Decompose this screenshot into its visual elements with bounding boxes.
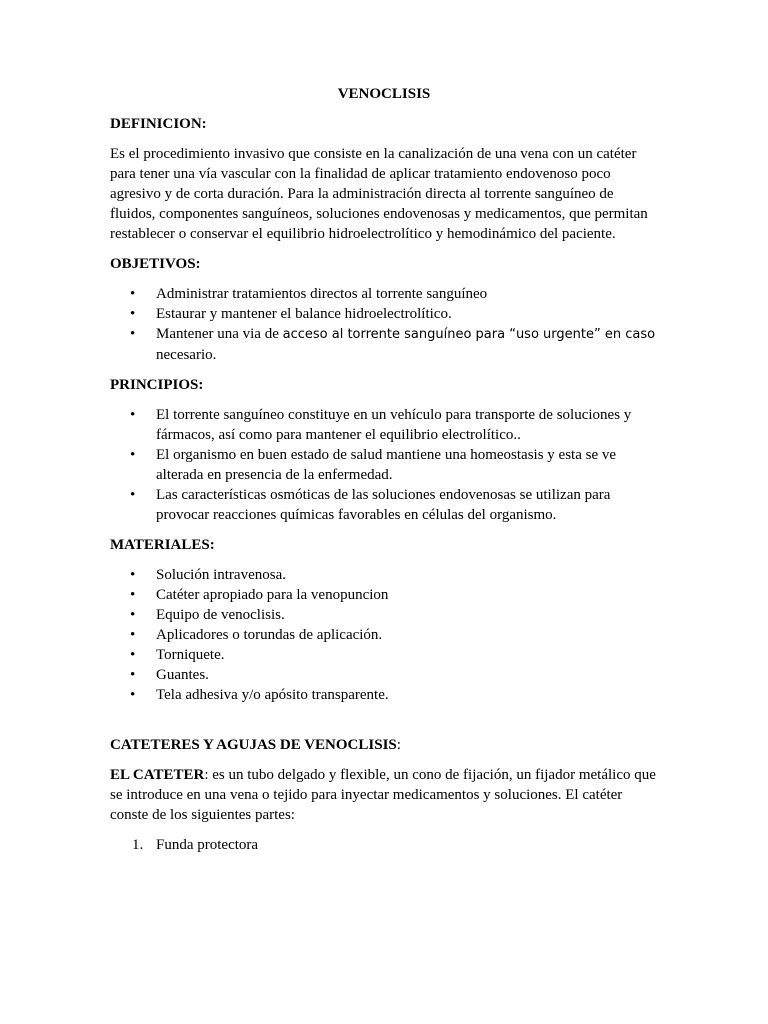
list-item: [110, 324, 658, 365]
document-title: VENOCLISIS: [337, 86, 431, 102]
cateteres-heading: CATETERES Y AGUJAS DE VENOCLISIS: [110, 737, 397, 753]
objetivo-3-part-a: Mantener una via de: [156, 326, 283, 342]
list-item: • Tela adhesiva y/o apósito transparente.: [110, 685, 658, 705]
materiales-heading: MATERIALES:: [110, 537, 215, 553]
list-item: • Guantes.: [110, 665, 658, 685]
list-item: [110, 835, 658, 855]
cateteres-heading-line: [110, 735, 658, 755]
materiales-list: [110, 565, 658, 705]
objetivo-3-part-c: necesario.: [156, 347, 217, 363]
partes-list: [110, 835, 658, 855]
list-item: • Estaurar y mantener el balance hidroelectrolítico.: [110, 304, 658, 324]
cateteres-colon: :: [396, 737, 401, 753]
objetivos-list: [110, 284, 658, 365]
list-item: • El torrente sanguíneo constituye en un vehículo para transporte de soluciones y fármacos, así como para mantener el equilibrio electrolítico..: [110, 405, 658, 445]
list-item: • Equipo de venoclisis.: [110, 605, 658, 625]
definicion-heading: DEFINICION:: [110, 116, 207, 132]
principios-list: [110, 405, 658, 525]
list-item-text: Funda protectora: [156, 837, 259, 853]
list-item: • Torniquete.: [110, 645, 658, 665]
list-item: • Aplicadores o torundas de aplicación.: [110, 625, 658, 645]
list-item: • Catéter apropiado para la venopuncion: [110, 585, 658, 605]
principios-heading: PRINCIPIOS:: [110, 377, 204, 393]
document-body: [110, 84, 658, 855]
el-cateter-paragraph: [110, 765, 658, 825]
list-number: 1.: [132, 837, 144, 853]
list-item: • El organismo en buen estado de salud mantiene una homeostasis y esta se ve alterada en presencia de la enfermedad.: [110, 445, 658, 485]
list-item: • Administrar tratamientos directos al torrente sanguíneo: [110, 284, 658, 304]
objetivo-3-part-b: acceso al torrente sanguíneo para “uso urgente” en caso: [282, 327, 656, 342]
el-cateter-text: : es un tubo delgado y flexible, un cono de fijación, un fijador metálico que se introduce en una vena o tejido para inyectar medicamentos y soluciones. El catéter conste de los siguientes partes:: [110, 767, 656, 823]
list-item: • Solución intravenosa.: [110, 565, 658, 585]
list-item: • Las características osmóticas de las soluciones endovenosas se utilizan para provocar reacciones químicas favorables en células del organismo.: [110, 485, 658, 525]
definicion-text: Es el procedimiento invasivo que consiste en la canalización de una vena con un catéter para tener una vía vascular con la finalidad de aplicar tratamiento endovenoso poco agresivo y de corta duración. Para la administración directa al torrente sanguíneo de fluidos, componentes sanguíneos, soluciones endovenosas y medicamentos, que permitan restablecer o conservar el equilibrio hidroelectrolítico y hemodinámico del paciente.: [110, 146, 648, 242]
objetivos-heading: OBJETIVOS:: [110, 256, 201, 272]
el-cateter-label: EL CATETER: [110, 767, 205, 783]
